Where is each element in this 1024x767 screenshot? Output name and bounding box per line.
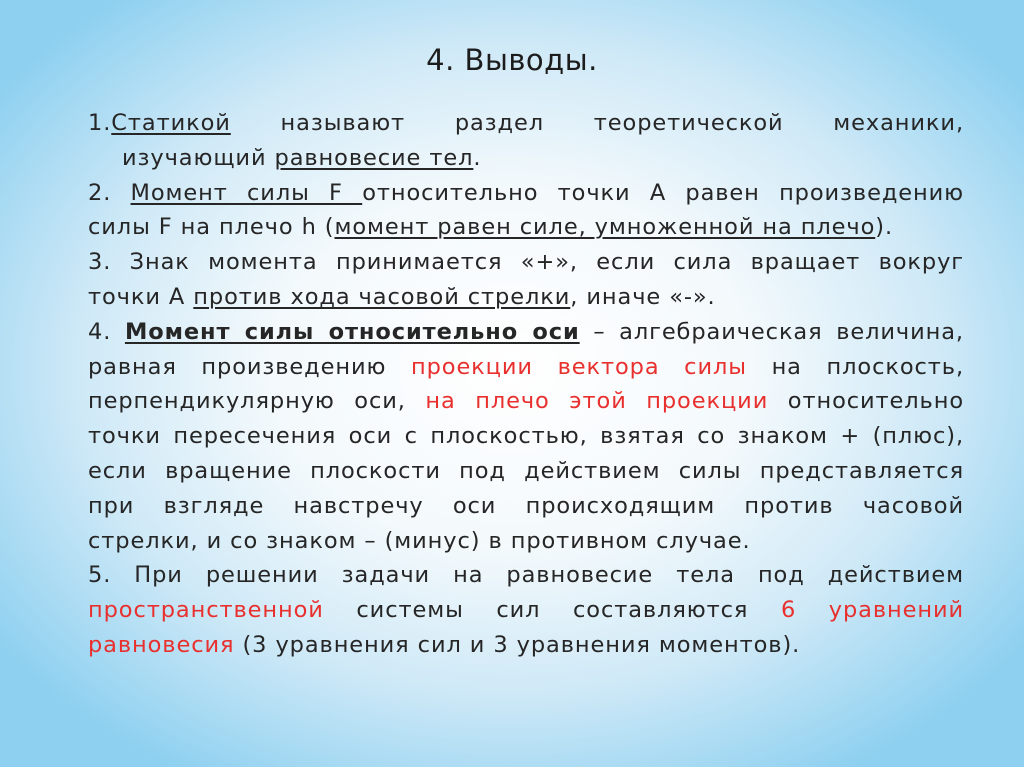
item-3-line-2: [88, 280, 964, 315]
term-counterclockwise: против хода часовой стрелки: [193, 283, 571, 310]
item-4-number: 4.: [88, 318, 125, 345]
term-statics: Статикой: [111, 110, 231, 136]
item-3-text-1: 3. Знак момента принимается «+», если сила вращает вокруг: [88, 249, 964, 276]
highlight-projection-arm: на плечо этой проекции: [425, 388, 769, 415]
item-1-text-1: называют раздел теоретической механики,: [230, 110, 964, 136]
item-4-line-6: [88, 489, 964, 524]
item-4-line-3: [88, 384, 964, 419]
item-4-line-1: [88, 315, 964, 350]
item-1-number: 1.: [88, 110, 112, 136]
item-4-text-6: точки пересечения оси с плоскостью, взятая со знаком + (плюс),: [88, 423, 964, 450]
item-4-text-7: если вращение плоскости под действием силы представляется: [88, 457, 964, 484]
item-4-line-2: [88, 350, 964, 385]
term-moment-of-force: Момент силы F: [130, 179, 363, 206]
conclusions-body: [88, 106, 964, 663]
item-4-text-3: на плоскость,: [746, 353, 964, 380]
item-4-text-1: – алгебраическая величина,: [579, 318, 964, 345]
item-2-text-2: силы F на плечо h (: [88, 214, 335, 241]
item-5-text-3: (3 уравнения сил и 3 уравнения моментов).: [234, 631, 801, 658]
item-4-text-8: при взгляде навстречу оси происходящим против часовой: [88, 492, 964, 519]
highlight-spatial: пространственной: [88, 597, 324, 624]
term-equilibrium: равновесие тел: [274, 144, 474, 171]
item-2-line-1: [88, 176, 964, 211]
moment-definition: момент равен силе, умноженной на плечо: [334, 214, 876, 241]
item-4-text-9: стрелки, и со знаком – (минус) в противном случае.: [88, 527, 751, 554]
item-4-text-5: относительно: [768, 388, 964, 415]
item-5-text-2: системы сил составляются: [323, 597, 781, 624]
item-4-line-7: [88, 524, 964, 559]
item-3-text-2: точки А: [88, 283, 194, 310]
item-3-text-3: , иначе «-».: [570, 283, 716, 310]
item-5-line-3: [88, 628, 964, 663]
highlight-force-projection: проекции вектора силы: [410, 353, 747, 380]
slide-title: 4. Выводы.: [426, 43, 598, 77]
item-2-text-3: ).: [875, 214, 893, 241]
item-1-text-2: изучающий: [122, 144, 275, 171]
item-2-number: 2.: [88, 179, 131, 206]
item-2-text-1: относительно точки А равен произведению: [362, 179, 964, 206]
highlight-six-equations: 6 уравнений: [780, 597, 964, 624]
item-2-line-2: [88, 210, 964, 245]
highlight-equilibrium: равновесия: [88, 631, 235, 658]
item-4-line-4: [88, 419, 964, 454]
item-5-line-1: [88, 558, 964, 593]
item-4-line-5: [88, 454, 964, 489]
item-5-text-1: 5. При решении задачи на равновесие тела под действием: [88, 562, 964, 589]
item-1-line-2: [88, 141, 964, 176]
item-1-line-1: [88, 106, 964, 141]
item-4-text-4: перпендикулярную оси,: [88, 388, 426, 415]
term-moment-about-axis: Момент силы относительно оси: [124, 318, 580, 345]
item-4-text-2: равная произведению: [88, 353, 411, 380]
item-3-line-1: [88, 245, 964, 280]
item-1-text-3: .: [473, 144, 482, 171]
item-5-line-2: [88, 593, 964, 628]
